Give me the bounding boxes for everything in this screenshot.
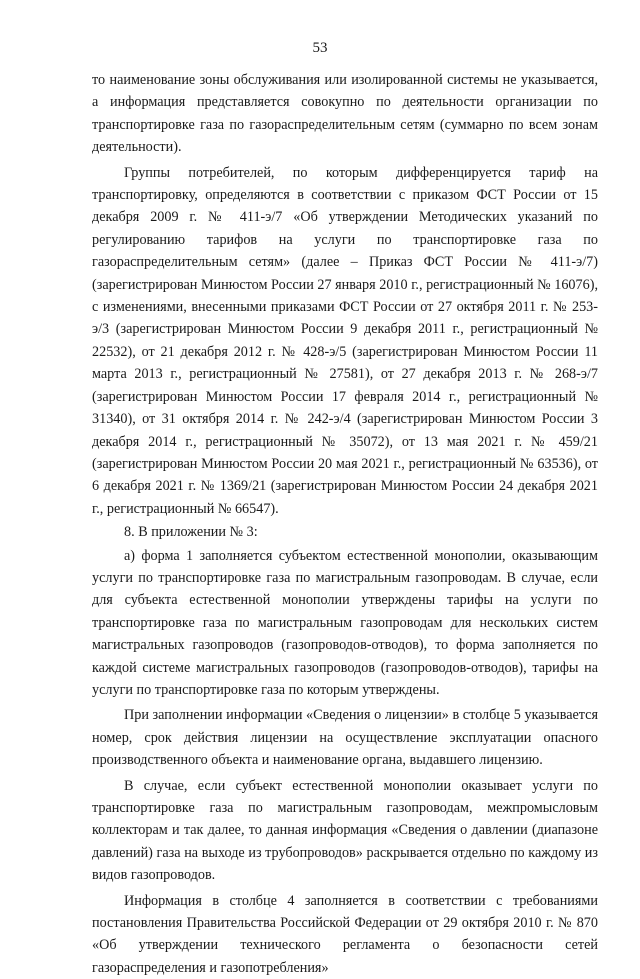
paragraph-consumer-groups: Группы потребителей, по которым дифференцируется тариф на транспортировку, определяются в соответствии с приказом ФСТ России от 15 декабря 2009 г. № 411-э/7 «Об утверждении Методических указаний по регулированию тарифов на услуги по транспортировке газа по газораспределительным сетям» (далее – Приказ ФСТ России № 411-э/7) (зарегистрирован Минюстом России 27 января 2010 г., регистрационный № 16076), с изменениями, внесенными приказами ФСТ России от 27 октября 2011 г. № 253-э/3 (зарегистрирован Минюстом России 9 декабря 2011 г., регистрационный № 22532), от 21 декабря 2012 г. № 428-э/5 (зарегистрирован Минюстом России 11 марта 2013 г., регистрационный № 27581), от 27 декабря 2013 г. № 268-э/7 (зарегистрирован Минюстом России 17 февраля 2014 г., регистрационный № 31340), от 31 октября 2014 г. № 242-э/4 (зарегистрирован Минюстом России 3 декабря 2014 г., регистрационный № 35072), от 13 мая 2021 г. № 459/21 (зарегистрирован Минюстом России 20 мая 2021 г., регистрационный № 63536), от 6 декабря 2021 г. № 1369/21 (зарегистрирован Минюстом России 24 декабря 2021 г., регистрационный № 66547). xyxy=(92,164,598,517)
paragraph-column-4-info: Информация в столбце 4 заполняется в соответствии с требованиями постановления Правительства Российской Федерации от 29 октября 2010 г. № 870 «Об утверждении технического регламента о безопасности сетей газораспределения и газопотребления» xyxy=(92,892,598,976)
paragraph-pressure-info: В случае, если субъект естественной монополии оказывает услуги по транспортировке газа по магистральным газопроводам, межпромысловым коллекторам и так далее, то данная информация «Сведения о давлении (диапазоне давлений) газа на выходе из трубопроводов» раскрывается отдельно по каждому из видов газопроводов. xyxy=(92,777,598,884)
paragraph-form-1: а) форма 1 заполняется субъектом естественной монополии, оказывающим услуги по транспортировке газа по магистральным газопроводам. В случае, если для субъекта естественной монополии утверждены тарифы на услуги по транспортировке газа по магистральным газопроводам для нескольких систем магистральных газопроводов (газопроводов-отводов), то форма заполняется по каждой системе магистральных газопроводов (газопроводов-отводов), тарифы на услуги по транспортировке газа по которым утверждены. xyxy=(92,547,598,698)
page-number: 53 xyxy=(312,40,328,56)
paragraph-appendix-3-heading: 8. В приложении № 3: xyxy=(124,524,258,541)
document-body xyxy=(92,69,598,979)
paragraph-zone-info: то наименование зоны обслуживания или изолированной системы не указывается, а информация представляется совокупно по деятельности организации по транспортировке газа по газораспределительным сетям (суммарно по всем зонам деятельности). xyxy=(92,72,598,156)
paragraph-license-info: При заполнении информации «Сведения о лицензии» в столбце 5 указывается номер, срок действия лицензии на осуществление эксплуатации опасного производственного объекта и наименование органа, выдавшего лицензию. xyxy=(92,707,598,769)
